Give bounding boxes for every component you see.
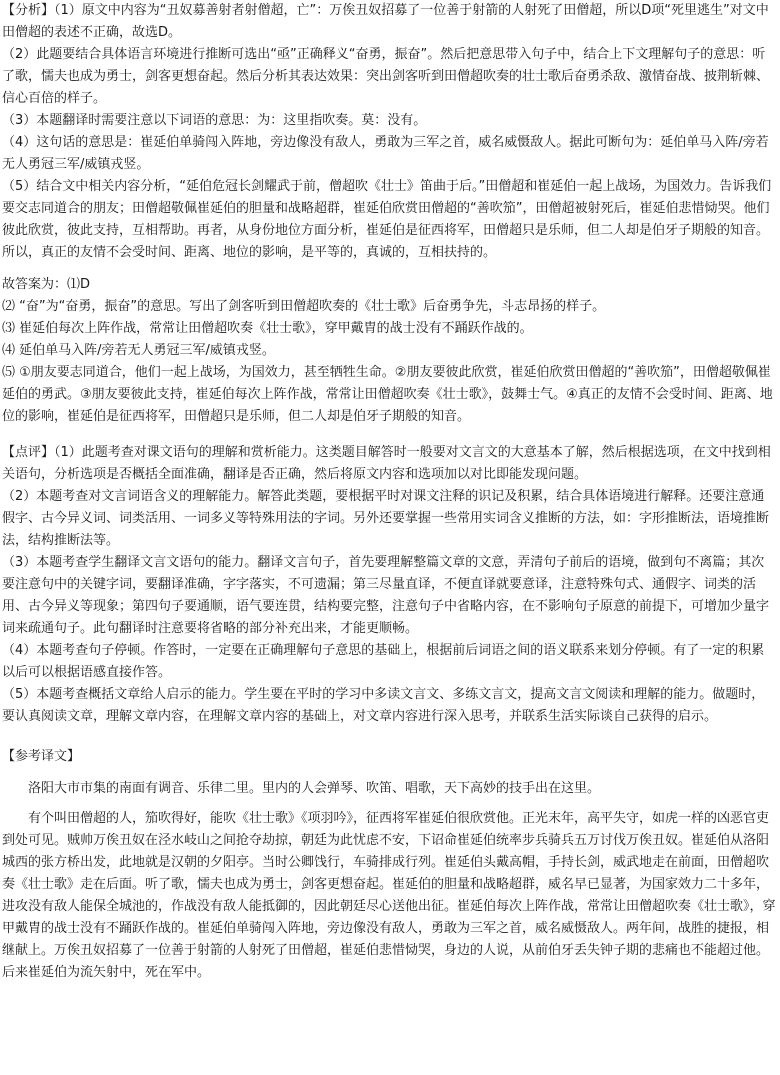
reference-translation-section <box>2 746 776 984</box>
analysis-item-5: （5）结合文中相关内容分析，“延伯危冠长剑耀武于前，僧超吹《壮士》笛曲于后。”田僧超和崔延伯一起上战场，为国效力。告诉我们要交志同道合的朋友；田僧超敬佩崔延伯的胆量和战略超群，崔延伯欣赏田僧超的“善吹笳”，田僧超被射死后，崔延伯悲惜恸哭。他们彼此欣赏，彼此支持，互相帮助。再者，从身份地位方面分析，崔延伯是征西将军，田僧超只是乐师，但二人却是伯牙子期般的知音。所以，真正的友情不会受时间、距离、地位的影响，是平等的，真诚的，互相扶持的。 <box>2 179 772 260</box>
comment-item-5: （5）本题考查概括文章给人启示的能力。学生要在平时的学习中多读文言文、多练文言文，提高文言文阅读和理解的能力。做题时，要认真阅读文章，理解文章内容，在理解文章内容的基础上，对文章内容进行深入思考，并联系生活实际谈自己获得的启示。 <box>2 687 765 724</box>
analysis-section <box>2 0 776 264</box>
reference-paragraph-1: 洛阳大市市集的南面有调音、乐律二里。里内的人会弹琴、吹笛、唱歌，天下高妙的技手出在这里。 <box>28 781 601 796</box>
comment-section <box>2 442 776 728</box>
answer-item-2: ⑵ “奋”为“奋勇，振奋”的意思。写出了剑客听到田僧超吹奏的《壮士歌》后奋勇争先，斗志昂扬的样子。 <box>2 299 606 314</box>
comment-item-1: 【点评】（1）此题考查对课文语句的理解和赏析能力。这类题目解答时一般要对文言文的大意基本了解，然后根据选项，在文中找到相关语句，分析选项是否概括全面准确，翻译是否正确，然后将原文内容和选项加以对比即能发现问题。 <box>2 445 771 482</box>
answer-item-5: ⑸ ①朋友要志同道合，他们一起上战场，为国效力，甚至牺牲生命。②朋友要彼此欣赏，崔延伯欣赏田僧超的“善吹笳”，田僧超敬佩崔延伯的勇武。③朋友要彼此支持，崔延伯每次上阵作战，常常让田僧超吹奏《壮士歌》，鼓舞士气。④真正的友情不会受时间、距离、地位的影响，崔延伯是征西将军，田僧超只是乐师，但二人却是伯牙子期般的知音。 <box>2 365 773 424</box>
analysis-item-2: （2）此题要结合具体语言环境进行推断可选出“亟”正确释义“奋勇，振奋”。然后把意思带入句子中，结合上下文理解句子的意思：听了歌，懦夫也成为勇士，剑客更想奋起。然后分析其表达效果：突出剑客听到田僧超吹奏的壮士歌后奋勇杀敌、激情奋战、披荆斩棘、信心百倍的样子。 <box>2 47 770 106</box>
comment-item-3: （3）本题考查学生翻译文言文语句的能力。翻译文言句子，首先要理解整篇文章的文意，弄清句子前后的语境，做到句不离篇；其次要注意句中的关键字词，要翻译准确，字字落实，不可遗漏；第三尽量直译，不便直译就要意译，注意特殊句式、通假字、词类的活用、古今异义等现象；第四句子要通顺，语气要连贯，结构要完整，注意句子中省略内容，在不影响句子原意的前提下，可增加少量字词来疏通句子。此句翻译时注意要将省略的部分补充出来，才能更顺畅。 <box>2 555 770 636</box>
answer-item-1: 故答案为：⑴D <box>2 277 91 292</box>
answer-item-3: ⑶ 崔延伯每次上阵作战，常常让田僧超吹奏《壮士歌》，穿甲戴胄的战士没有不踊跃作战的。 <box>2 321 533 336</box>
analysis-item-1: 【分析】（1）原文中内容为“丑奴募善射者射僧超，亡”：万俟丑奴招募了一位善于射箭的人射死了田僧超，所以D项“死里逃生”对文中田僧超的表述不正确，故选D。 <box>2 3 769 40</box>
reference-paragraph-2: 有个叫田僧超的人，笳吹得好，能吹《壮士歌》《项羽吟》，征西将军崔延伯很欣赏他。正光末年，高平失守，如虎一样的凶恶官吏到处可见。贼帅万俟丑奴在泾水岐山之间抢夺劫掠，朝廷为此忧虑不安，下诏命崔延伯统率步兵骑兵五万讨伐万俟丑奴。崔延伯从洛阳城西的张方桥出发，此地就是汉朝的夕阳亭。当时公卿饯行，车骑排成行列。崔延伯头戴高帽，手持长剑，威武地走在前面，田僧超吹奏《壮士歌》走在后面。听了歌，懦夫也成为勇士，剑客更想奋起。崔延伯的胆量和战略超群，威名早已显著，为国家效力二十多年，进攻没有敌人能保全城池的，作战没有敌人能抵御的，因此朝廷尽心送他出征。崔延伯每次上阵作战，常常让田僧超吹奏《壮士歌》，穿甲戴胄的战士没有不踊跃作战的。崔延伯单骑闯入阵地，旁边像没有敌人，勇敢为三军之首，威名威慑敌人。两年间，战胜的捷报，相继献上。万俟丑奴招募了一位善于射箭的人射死了田僧超，崔延伯悲惜恸哭，身边的人说，从前伯牙丢失钟子期的悲痛也不能超过他。后来崔延伯为流矢射中，死在军中。 <box>2 811 776 980</box>
answer-item-4: ⑷ 延伯单马入阵/旁若无人勇冠三军/威镇戎竖。 <box>2 343 275 358</box>
reference-heading: 【参考译文】 <box>2 749 81 764</box>
answer-section <box>2 274 776 428</box>
analysis-item-3: （3）本题翻译时需要注意以下词语的意思：为：这里指吹奏。莫：没有。 <box>2 113 427 128</box>
comment-item-4: （4）本题考查句子停顿。作答时，一定要在正确理解句子意思的基础上，根据前后词语之间的语义联系来划分停顿。有了一定的积累以后可以根据语感直接作答。 <box>2 643 765 680</box>
comment-item-2: （2）本题考查对文言词语含义的理解能力。解答此类题，要根据平时对课文注释的识记及积累，结合具体语境进行解释。还要注意通假字、古今异义词、词类活用、一词多义等特殊用法的字词。另外还要掌握一些常用实词含义推断的方法，如：字形推断法，语境推断法，结构推断法等。 <box>2 489 770 548</box>
analysis-item-4: （4）这句话的意思是：崔延伯单骑闯入阵地，旁边像没有敌人，勇敢为三军之首，威名威慑敌人。据此可断句为：延伯单马入阵/旁若无人勇冠三军/威镇戎竖。 <box>2 135 769 172</box>
